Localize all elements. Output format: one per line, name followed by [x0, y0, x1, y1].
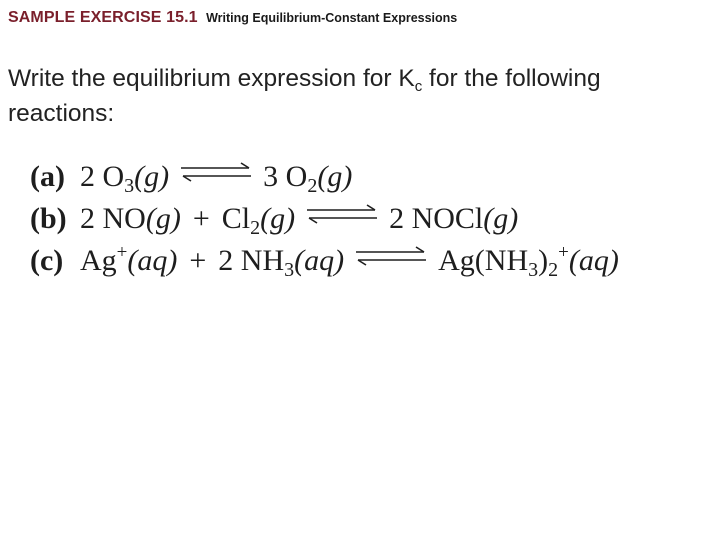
- equilibrium-arrow-icon: [354, 246, 428, 266]
- equilibrium-arrow-icon: [179, 162, 253, 182]
- reaction-c: [30, 244, 619, 286]
- equilibrium-arrow-icon: [305, 204, 379, 224]
- reaction-tag: (c): [30, 244, 64, 277]
- prompt-subscript: c: [414, 78, 423, 95]
- product: 3 $O_2(g)$: [263, 160, 353, 197]
- reaction-a: [30, 160, 619, 202]
- reactant: $Cl_2(g)$: [221, 202, 296, 239]
- prompt-text: Write the equilibrium expression for K: [8, 65, 415, 92]
- plus-sign: +: [189, 244, 207, 277]
- exercise-prompt: [8, 61, 708, 131]
- product: 2 NOCl(g): [389, 202, 519, 235]
- plus-sign: +: [192, 202, 210, 235]
- reactant: 2 NO(g): [80, 202, 181, 235]
- exercise-label: SAMPLE EXERCISE 15.1: [8, 9, 198, 26]
- reactant: 2 $O_3(g)$: [80, 160, 170, 197]
- product: $Ag(NH_3)_2^+(aq)$: [438, 242, 619, 281]
- reactant: Ag+(aq): [80, 242, 178, 277]
- reaction-b: [30, 202, 619, 244]
- reaction-tag: (a): [30, 160, 65, 193]
- slide-header: [8, 9, 457, 27]
- prompt-text-end: for the following reactions:: [8, 65, 601, 127]
- reactant: 2 $NH_3(aq)$: [218, 244, 345, 281]
- exercise-subtitle: Writing Equilibrium-Constant Expressions: [206, 11, 458, 25]
- reaction-list: [30, 160, 619, 286]
- reaction-tag: (b): [30, 202, 67, 235]
